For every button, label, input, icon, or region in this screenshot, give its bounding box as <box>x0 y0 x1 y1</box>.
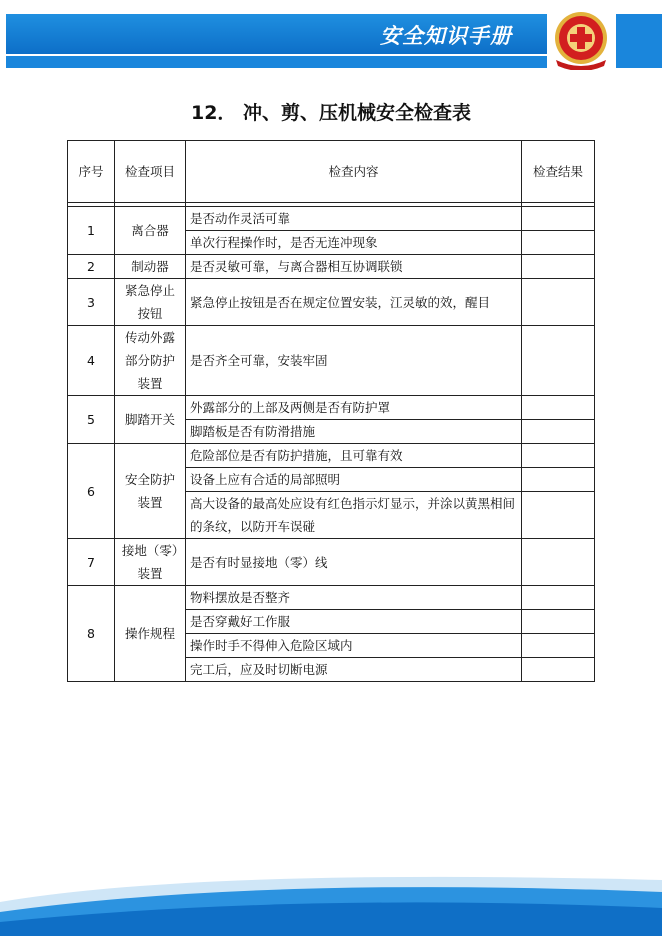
table-row <box>68 207 595 231</box>
row-result <box>522 610 595 634</box>
row-no: 8 <box>68 586 115 682</box>
row-no: 3 <box>68 279 115 326</box>
row-content: 是否齐全可靠，安装牢固 <box>186 326 522 396</box>
row-result <box>522 634 595 658</box>
row-result <box>522 586 595 610</box>
row-result <box>522 492 595 539</box>
row-result <box>522 396 595 420</box>
row-content: 完工后，应及时切断电源 <box>186 658 522 682</box>
header-result: 检查结果 <box>522 141 595 203</box>
row-result <box>522 444 595 468</box>
row-content: 是否有时显接地（零）线 <box>186 539 522 586</box>
table-row <box>68 396 595 420</box>
table-row <box>68 279 595 326</box>
row-item: 紧急停止按钮 <box>115 279 186 326</box>
banner-right-block <box>616 14 662 68</box>
table-header-row <box>68 141 595 203</box>
row-item: 制动器 <box>115 255 186 279</box>
header-no: 序号 <box>68 141 115 203</box>
table-row <box>68 586 595 610</box>
header-item: 检查项目 <box>115 141 186 203</box>
checklist-table <box>67 140 595 682</box>
row-content: 物料摆放是否整齐 <box>186 586 522 610</box>
row-result <box>522 326 595 396</box>
row-no: 5 <box>68 396 115 444</box>
row-result <box>522 539 595 586</box>
row-result <box>522 207 595 231</box>
row-no: 4 <box>68 326 115 396</box>
row-content: 单次行程操作时，是否无连冲现象 <box>186 231 522 255</box>
row-no: 2 <box>68 255 115 279</box>
row-no: 7 <box>68 539 115 586</box>
manual-title: 安全知识手册 <box>380 24 512 48</box>
row-result <box>522 231 595 255</box>
row-item: 接地（零）装置 <box>115 539 186 586</box>
page-title: 12． 冲、剪、压机械安全检查表 <box>190 102 472 124</box>
row-result <box>522 279 595 326</box>
row-content: 设备上应有合适的局部照明 <box>186 468 522 492</box>
row-item: 传动外露部分防护装置 <box>115 326 186 396</box>
row-no: 6 <box>68 444 115 539</box>
row-content: 是否动作灵活可靠 <box>186 207 522 231</box>
row-content: 是否灵敏可靠，与离合器相互协调联锁 <box>186 255 522 279</box>
table-row <box>68 255 595 279</box>
banner-stripe <box>6 56 547 68</box>
row-item: 安全防护装置 <box>115 444 186 539</box>
row-item: 操作规程 <box>115 586 186 682</box>
row-result <box>522 468 595 492</box>
row-content: 脚踏板是否有防滑措施 <box>186 420 522 444</box>
row-result <box>522 658 595 682</box>
row-content: 紧急停止按钮是否在规定位置安装，江灵敏的效，醒目 <box>186 279 522 326</box>
row-result <box>522 255 595 279</box>
table-row <box>68 444 595 468</box>
row-content: 是否穿戴好工作服 <box>186 610 522 634</box>
table-row <box>68 539 595 586</box>
row-item: 离合器 <box>115 207 186 255</box>
row-content: 操作时手不得伸入危险区域内 <box>186 634 522 658</box>
row-content: 外露部分的上部及两侧是否有防护罩 <box>186 396 522 420</box>
header-content: 检查内容 <box>186 141 522 203</box>
table-row <box>68 326 595 396</box>
row-item: 脚踏开关 <box>115 396 186 444</box>
row-content: 高大设备的最高处应设有红色指示灯显示，并涂以黄黑相间的条纹，以防开车误碰 <box>186 492 522 539</box>
row-result <box>522 420 595 444</box>
row-content: 危险部位是否有防护措施，且可靠有效 <box>186 444 522 468</box>
row-no: 1 <box>68 207 115 255</box>
safety-emblem-icon <box>548 10 614 70</box>
footer-wave <box>0 862 662 936</box>
